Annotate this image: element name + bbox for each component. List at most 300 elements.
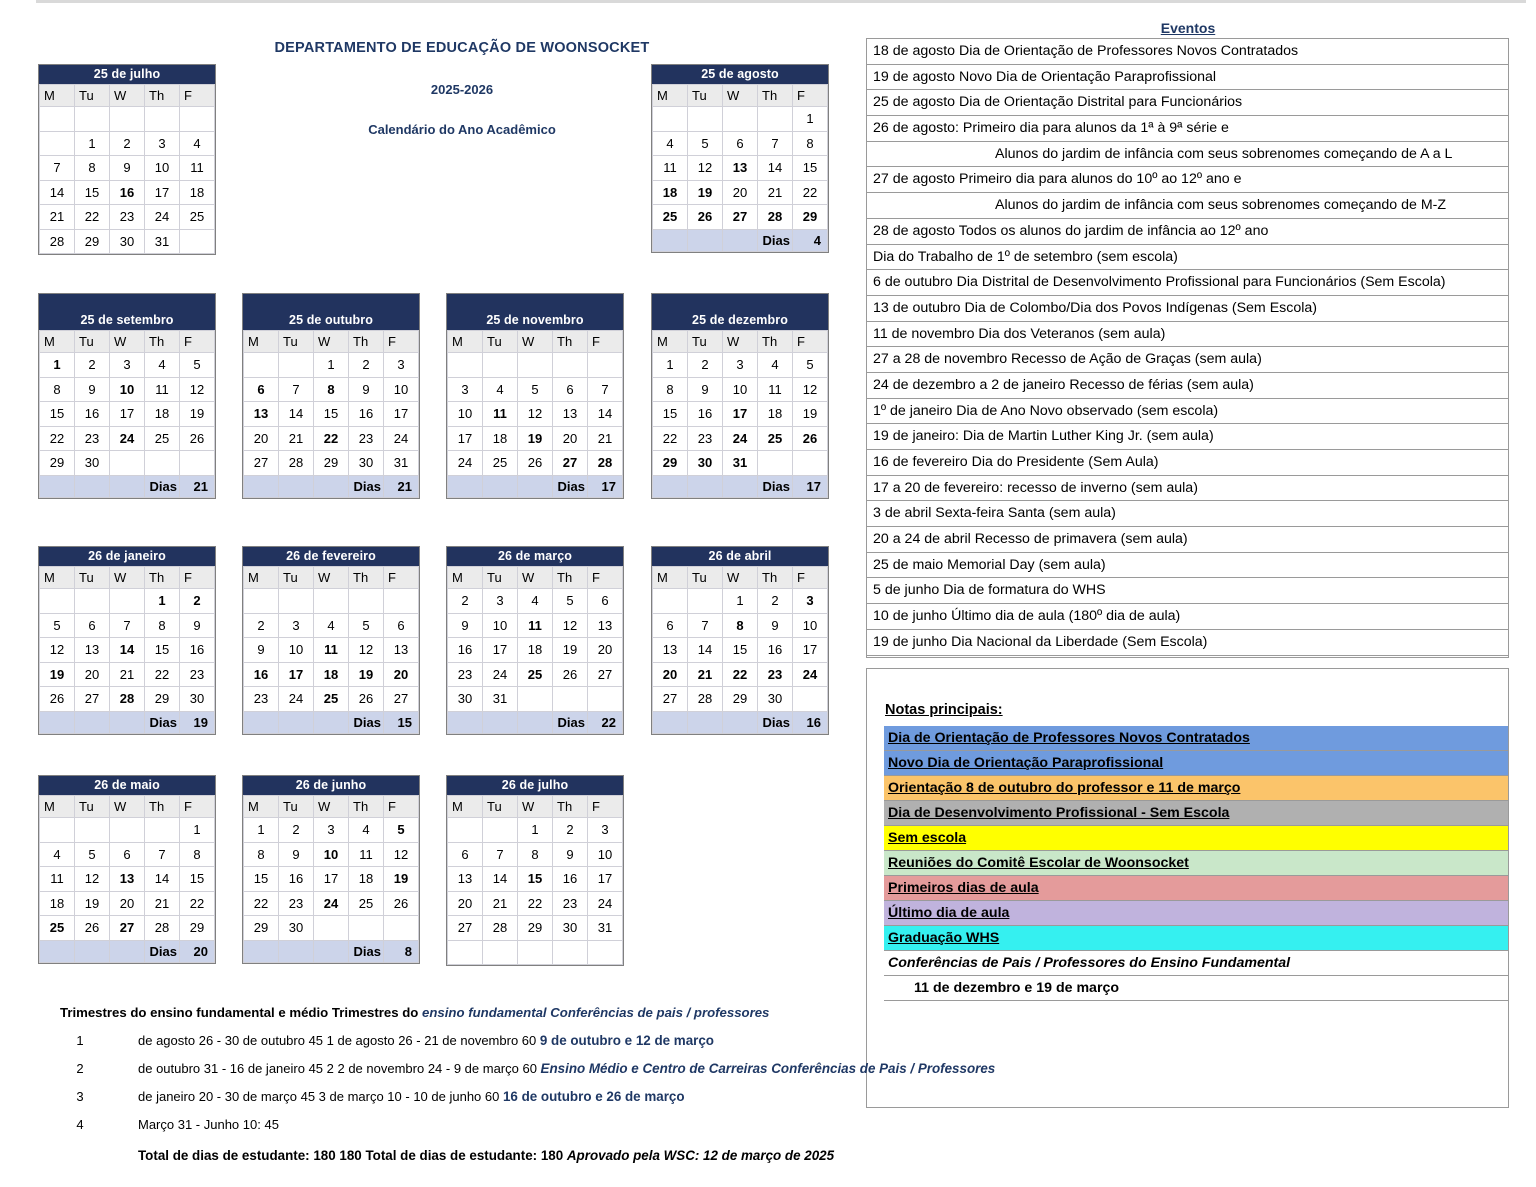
day-cell: 7 <box>40 156 75 181</box>
dias-label: Dias <box>758 475 793 497</box>
day-cell: 29 <box>723 687 758 712</box>
day-cell: 22 <box>653 426 688 451</box>
day-cell: 14 <box>40 180 75 205</box>
day-cell: 26 <box>40 687 75 712</box>
empty-day-cell <box>448 818 483 843</box>
day-cell: 11 <box>314 638 349 663</box>
empty-day-cell <box>688 589 723 614</box>
footer-spacer-cell <box>244 940 279 962</box>
conference-dates: 9 de outubro e 12 de março <box>539 1033 714 1048</box>
week-row <box>244 613 419 638</box>
dias-count: 8 <box>384 940 419 962</box>
day-cell: 24 <box>793 662 828 687</box>
day-cell: 21 <box>40 205 75 230</box>
day-cell: 15 <box>40 402 75 427</box>
event-item: 19 de janeiro: Dia de Martin Luther King Jr. (sem aula) <box>867 424 1508 450</box>
month-header: 25 de setembro <box>39 311 215 330</box>
month-days-table <box>243 330 419 498</box>
footer-spacer-cell <box>518 711 553 733</box>
trimester-row <box>60 1061 1060 1076</box>
dow-label: Tu <box>75 796 110 818</box>
day-cell: 17 <box>110 402 145 427</box>
month-spacer-bar <box>447 294 623 311</box>
month-days-table <box>243 795 419 963</box>
dow-label: W <box>314 567 349 589</box>
day-cell: 16 <box>75 402 110 427</box>
day-cell: 14 <box>145 867 180 892</box>
day-of-week-row <box>40 796 215 818</box>
day-of-week-row <box>40 85 215 107</box>
month-header: 25 de outubro <box>243 311 419 330</box>
month-footer-row <box>244 711 419 733</box>
day-cell: 9 <box>110 156 145 181</box>
day-cell: 28 <box>145 916 180 941</box>
footer-spacer-cell <box>688 711 723 733</box>
day-cell: 13 <box>588 613 623 638</box>
day-cell: 2 <box>244 613 279 638</box>
day-cell: 26 <box>75 916 110 941</box>
day-cell: 26 <box>518 451 553 476</box>
day-of-week-row <box>40 331 215 353</box>
week-row <box>40 402 215 427</box>
day-cell: 10 <box>588 842 623 867</box>
trimesters-heading <box>60 1005 1060 1020</box>
day-cell: 13 <box>448 867 483 892</box>
dow-label: M <box>244 567 279 589</box>
trimester-number: 3 <box>76 1089 84 1104</box>
dias-count: 21 <box>384 475 419 497</box>
day-cell: 1 <box>314 353 349 378</box>
day-cell: 8 <box>723 613 758 638</box>
week-row <box>448 687 623 712</box>
footer-spacer-cell <box>110 940 145 962</box>
day-cell: 23 <box>279 891 314 916</box>
day-cell: 15 <box>180 867 215 892</box>
dow-label: Tu <box>688 567 723 589</box>
empty-day-cell <box>349 916 384 941</box>
footer-spacer-cell <box>653 711 688 733</box>
day-cell: 7 <box>758 131 793 156</box>
day-cell: 9 <box>180 613 215 638</box>
dias-label: Dias <box>145 940 180 962</box>
day-cell: 21 <box>588 426 623 451</box>
dow-label: W <box>723 331 758 353</box>
dias-label: Dias <box>349 940 384 962</box>
day-cell: 20 <box>448 891 483 916</box>
month-footer-row <box>653 711 828 733</box>
day-cell: 7 <box>279 377 314 402</box>
dow-label: M <box>448 796 483 818</box>
day-cell: 16 <box>553 867 588 892</box>
empty-day-cell <box>110 451 145 476</box>
dias-label: Dias <box>145 711 180 733</box>
day-cell: 30 <box>349 451 384 476</box>
day-cell: 12 <box>384 842 419 867</box>
month-days-table <box>39 84 215 254</box>
day-cell: 17 <box>793 638 828 663</box>
day-cell: 16 <box>110 180 145 205</box>
week-row <box>448 867 623 892</box>
week-row <box>40 377 215 402</box>
day-cell: 5 <box>40 613 75 638</box>
day-of-week-row <box>448 331 623 353</box>
day-of-week-row <box>653 567 828 589</box>
day-cell: 19 <box>688 180 723 205</box>
trimester-rows <box>60 1033 1060 1132</box>
week-row <box>244 638 419 663</box>
day-cell: 28 <box>279 451 314 476</box>
week-row <box>653 687 828 712</box>
legend-item: Último dia de aula <box>884 901 1509 926</box>
dow-label: W <box>110 796 145 818</box>
dow-label: Th <box>758 331 793 353</box>
month-days-table <box>652 566 828 734</box>
dow-label: M <box>40 85 75 107</box>
dow-label: F <box>180 85 215 107</box>
calendar-subtitle: Calendário do Ano Acadêmico <box>368 122 556 137</box>
day-cell: 2 <box>279 818 314 843</box>
empty-day-cell <box>518 940 553 965</box>
day-cell: 14 <box>279 402 314 427</box>
dow-label: F <box>793 567 828 589</box>
day-cell: 3 <box>448 377 483 402</box>
day-cell: 19 <box>384 867 419 892</box>
week-row <box>448 353 623 378</box>
week-row <box>653 638 828 663</box>
event-item: 6 de outubro Dia Distrital de Desenvolvimento Profissional para Funcionários (Sem Escola) <box>867 270 1508 296</box>
legend-item: Conferências de Pais / Professores do Ensino Fundamental <box>884 951 1509 976</box>
empty-day-cell <box>180 451 215 476</box>
day-cell: 29 <box>40 451 75 476</box>
day-cell: 17 <box>448 426 483 451</box>
day-cell: 7 <box>483 842 518 867</box>
day-cell: 11 <box>518 613 553 638</box>
trimester-row <box>60 1033 1060 1048</box>
day-cell: 27 <box>653 687 688 712</box>
dow-label: M <box>40 567 75 589</box>
day-of-week-row <box>40 567 215 589</box>
footer-spacer-cell <box>40 711 75 733</box>
day-cell: 17 <box>723 402 758 427</box>
day-cell: 15 <box>793 156 828 181</box>
week-row <box>244 426 419 451</box>
day-cell: 28 <box>40 229 75 254</box>
empty-day-cell <box>145 818 180 843</box>
month-days-table <box>243 566 419 734</box>
day-cell: 27 <box>588 662 623 687</box>
empty-day-cell <box>553 687 588 712</box>
dow-label: Tu <box>483 331 518 353</box>
day-cell: 9 <box>75 377 110 402</box>
day-cell: 12 <box>40 638 75 663</box>
day-cell: 5 <box>553 589 588 614</box>
event-item: Alunos do jardim de infância com seus sobrenomes começando de A a L <box>867 142 1508 168</box>
event-item: 28 de agosto Todos os alunos do jardim de infância ao 12º ano <box>867 219 1508 245</box>
day-cell: 15 <box>75 180 110 205</box>
week-row <box>448 377 623 402</box>
day-cell: 23 <box>110 205 145 230</box>
day-cell: 18 <box>40 891 75 916</box>
month-header: 25 de dezembro <box>652 311 828 330</box>
legend-item: Dia de Desenvolvimento Profissional - Sem Escola <box>884 801 1509 826</box>
day-of-week-row <box>244 331 419 353</box>
week-row <box>448 662 623 687</box>
dow-label: W <box>723 85 758 107</box>
dow-label: W <box>518 567 553 589</box>
day-cell: 3 <box>145 131 180 156</box>
month-spacer-bar <box>243 294 419 311</box>
day-cell: 3 <box>483 589 518 614</box>
dias-count: 16 <box>793 711 828 733</box>
day-cell: 5 <box>518 377 553 402</box>
day-cell: 30 <box>553 916 588 941</box>
dow-label: W <box>518 796 553 818</box>
day-cell: 18 <box>180 180 215 205</box>
day-cell: 17 <box>314 867 349 892</box>
day-cell: 25 <box>40 916 75 941</box>
month-header: 26 de janeiro <box>39 547 215 566</box>
dow-label: Th <box>758 85 793 107</box>
day-cell: 27 <box>75 687 110 712</box>
day-cell: 11 <box>180 156 215 181</box>
dow-label: Th <box>553 567 588 589</box>
week-row <box>40 638 215 663</box>
day-cell: 9 <box>553 842 588 867</box>
event-item: 27 de agosto Primeiro dia para alunos do 10º ao 12º ano e <box>867 167 1508 193</box>
day-cell: 12 <box>75 867 110 892</box>
day-cell: 22 <box>75 205 110 230</box>
day-cell: 12 <box>349 638 384 663</box>
day-cell: 24 <box>314 891 349 916</box>
day-cell: 30 <box>448 687 483 712</box>
day-cell: 3 <box>723 353 758 378</box>
empty-day-cell <box>244 589 279 614</box>
week-row <box>653 131 828 156</box>
empty-day-cell <box>518 353 553 378</box>
day-cell: 23 <box>553 891 588 916</box>
footer-spacer-cell <box>448 711 483 733</box>
legend-item: Sem escola <box>884 826 1509 851</box>
day-cell: 26 <box>793 426 828 451</box>
empty-day-cell <box>483 940 518 965</box>
month-footer-row <box>244 475 419 497</box>
event-item: 25 de agosto Dia de Orientação Distrital para Funcionários <box>867 90 1508 116</box>
day-cell: 12 <box>180 377 215 402</box>
footer-spacer-cell <box>518 475 553 497</box>
dow-label: F <box>588 331 623 353</box>
week-row <box>244 589 419 614</box>
empty-day-cell <box>40 131 75 156</box>
day-cell: 22 <box>145 662 180 687</box>
week-row <box>40 613 215 638</box>
dow-label: Tu <box>279 567 314 589</box>
dow-label: Tu <box>688 85 723 107</box>
day-cell: 3 <box>793 589 828 614</box>
month-days-table <box>447 795 623 965</box>
month-header: 26 de julho <box>447 776 623 795</box>
empty-day-cell <box>145 451 180 476</box>
department-title: DEPARTAMENTO DE EDUCAÇÃO DE WOONSOCKET <box>274 40 650 56</box>
day-cell: 30 <box>75 451 110 476</box>
empty-day-cell <box>384 589 419 614</box>
event-item: 27 a 28 de novembro Recesso de Ação de Graças (sem aula) <box>867 347 1508 373</box>
footer-spacer-cell <box>314 940 349 962</box>
day-cell: 4 <box>483 377 518 402</box>
month-calendar <box>38 293 216 499</box>
month-footer-row <box>40 711 215 733</box>
empty-day-cell <box>145 107 180 132</box>
event-item: 24 de dezembro a 2 de janeiro Recesso de férias (sem aula) <box>867 373 1508 399</box>
day-cell: 31 <box>588 916 623 941</box>
day-cell: 2 <box>349 353 384 378</box>
day-cell: 26 <box>688 205 723 230</box>
day-cell: 12 <box>553 613 588 638</box>
week-row <box>244 353 419 378</box>
notes-heading: Notas principais: <box>885 702 1003 718</box>
week-row <box>448 589 623 614</box>
day-cell: 2 <box>758 589 793 614</box>
empty-day-cell <box>553 940 588 965</box>
footer-spacer-cell <box>279 940 314 962</box>
footer-spacer-cell <box>244 711 279 733</box>
day-cell: 14 <box>588 402 623 427</box>
day-cell: 23 <box>349 426 384 451</box>
day-cell: 10 <box>279 638 314 663</box>
week-row <box>653 402 828 427</box>
week-row <box>244 818 419 843</box>
day-cell: 10 <box>384 377 419 402</box>
dow-label: Th <box>553 796 588 818</box>
day-of-week-row <box>244 796 419 818</box>
event-item: Alunos do jardim de infância com seus sobrenomes começando de M-Z <box>867 193 1508 219</box>
empty-day-cell <box>244 353 279 378</box>
day-cell: 3 <box>588 818 623 843</box>
day-cell: 5 <box>793 353 828 378</box>
day-cell: 4 <box>145 353 180 378</box>
day-cell: 12 <box>518 402 553 427</box>
month-days-table <box>39 330 215 498</box>
day-cell: 13 <box>553 402 588 427</box>
week-row <box>40 891 215 916</box>
week-row <box>40 353 215 378</box>
day-cell: 10 <box>723 377 758 402</box>
day-cell: 19 <box>40 662 75 687</box>
day-cell: 21 <box>758 180 793 205</box>
day-cell: 21 <box>145 891 180 916</box>
dow-label: F <box>180 567 215 589</box>
week-row <box>653 377 828 402</box>
week-row <box>40 156 215 181</box>
day-cell: 13 <box>244 402 279 427</box>
event-item: 26 de agosto: Primeiro dia para alunos da 1ª à 9ª série e <box>867 116 1508 142</box>
day-cell: 20 <box>653 662 688 687</box>
day-cell: 26 <box>384 891 419 916</box>
dow-label: Th <box>349 567 384 589</box>
month-calendar <box>446 546 624 735</box>
day-cell: 22 <box>244 891 279 916</box>
day-cell: 21 <box>110 662 145 687</box>
dow-label: Th <box>145 796 180 818</box>
day-cell: 10 <box>793 613 828 638</box>
day-cell: 25 <box>180 205 215 230</box>
day-cell: 16 <box>688 402 723 427</box>
month-calendar <box>446 775 624 966</box>
day-cell: 22 <box>723 662 758 687</box>
day-cell: 16 <box>180 638 215 663</box>
day-cell: 16 <box>349 402 384 427</box>
week-row <box>244 451 419 476</box>
dias-label: Dias <box>349 711 384 733</box>
day-cell: 30 <box>110 229 145 254</box>
event-item: Dia do Trabalho de 1º de setembro (sem escola) <box>867 245 1508 271</box>
trimester-text <box>138 1089 685 1104</box>
week-row <box>448 818 623 843</box>
day-cell: 4 <box>180 131 215 156</box>
event-item: 13 de outubro Dia de Colombo/Dia dos Povos Indígenas (Sem Escola) <box>867 296 1508 322</box>
day-cell: 1 <box>145 589 180 614</box>
month-calendar <box>651 546 829 735</box>
day-cell: 25 <box>483 451 518 476</box>
empty-day-cell <box>349 589 384 614</box>
week-row <box>244 891 419 916</box>
day-cell: 25 <box>518 662 553 687</box>
dow-label: Tu <box>279 331 314 353</box>
month-calendar <box>446 293 624 499</box>
trimester-dates: de janeiro 20 - 30 de março 45 3 de março 10 - 10 de junho 60 <box>138 1089 503 1104</box>
dow-label: Th <box>145 567 180 589</box>
day-cell: 20 <box>588 638 623 663</box>
week-row <box>653 353 828 378</box>
month-days-table <box>39 795 215 963</box>
day-cell: 8 <box>40 377 75 402</box>
conference-heading: Ensino Médio e Centro de Carreiras Conferências de Pais / Professores <box>540 1061 996 1076</box>
week-row <box>448 891 623 916</box>
week-row <box>653 156 828 181</box>
empty-day-cell <box>793 451 828 476</box>
footer-spacer-cell <box>314 475 349 497</box>
footer-spacer-cell <box>723 229 758 251</box>
month-days-table <box>447 330 623 498</box>
month-footer-row <box>40 475 215 497</box>
day-cell: 11 <box>653 156 688 181</box>
day-cell: 23 <box>75 426 110 451</box>
day-cell: 15 <box>653 402 688 427</box>
day-cell: 6 <box>588 589 623 614</box>
day-cell: 10 <box>314 842 349 867</box>
day-cell: 26 <box>553 662 588 687</box>
month-footer-row <box>40 940 215 962</box>
empty-day-cell <box>483 353 518 378</box>
day-cell: 7 <box>110 613 145 638</box>
dow-label: Th <box>553 331 588 353</box>
month-header: 25 de julho <box>39 65 215 84</box>
empty-day-cell <box>518 687 553 712</box>
trimester-text <box>138 1117 279 1132</box>
month-calendar <box>242 775 420 964</box>
day-cell: 13 <box>110 867 145 892</box>
dow-label: Tu <box>483 796 518 818</box>
day-cell: 20 <box>244 426 279 451</box>
day-cell: 5 <box>180 353 215 378</box>
empty-day-cell <box>110 589 145 614</box>
day-cell: 5 <box>75 842 110 867</box>
dow-label: M <box>244 796 279 818</box>
empty-day-cell <box>40 107 75 132</box>
empty-day-cell <box>653 107 688 132</box>
day-cell: 3 <box>314 818 349 843</box>
day-cell: 7 <box>688 613 723 638</box>
day-cell: 23 <box>688 426 723 451</box>
